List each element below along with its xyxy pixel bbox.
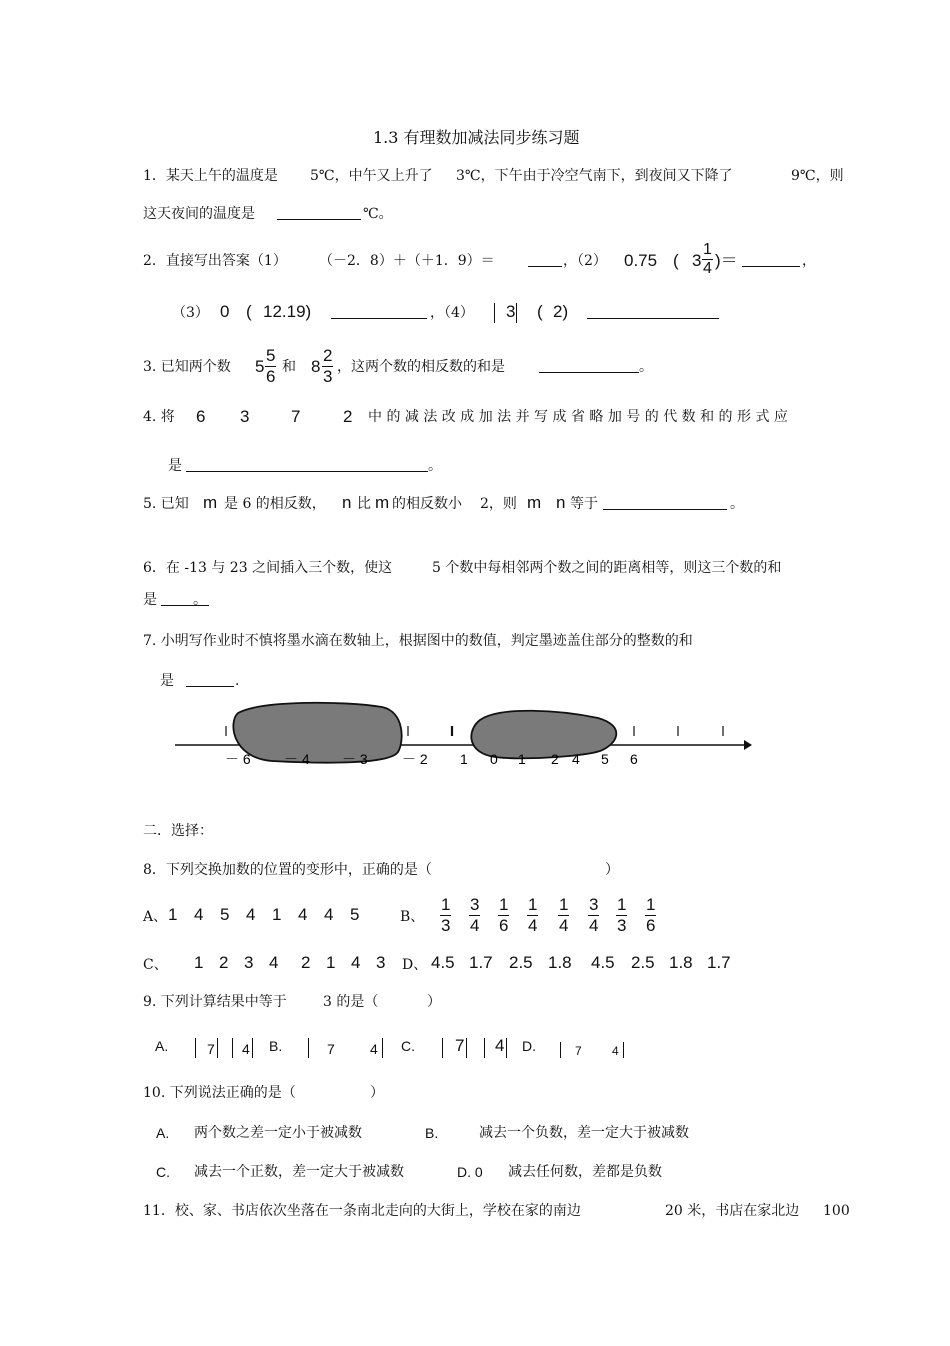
term: 1.8 <box>669 953 693 972</box>
q9-d-num-1: 7 <box>575 1044 582 1058</box>
fraction-numerator: 1 <box>528 895 538 914</box>
fraction-denominator: 3 <box>323 367 333 386</box>
q9-a-num-1: 7 <box>207 1041 215 1057</box>
q3-text-b: 和 <box>282 359 296 375</box>
q7-text-a: 7. 小明写作业时不慎将墨水滴在数轴上，根据图中的数值，判定墨迹盖住部分的整数的和 <box>143 633 693 649</box>
fraction-numerator: 3 <box>589 895 599 914</box>
q8-b-fraction <box>469 895 480 936</box>
q4-text-b: 中 的 减 法 改 成 加 法 并 写 成 省 略 加 号 的 代 数 和 的 形 式 应 <box>368 409 788 425</box>
q4-num-2: 2 <box>343 407 353 426</box>
q10-option-b-text[interactable]: 减去一个负数，差一定大于被减数 <box>479 1125 689 1141</box>
q8-b-fraction <box>440 895 451 936</box>
axis-label: 1 <box>518 751 526 767</box>
fraction-numerator: 5 <box>266 346 276 365</box>
q1-text-e: 这天夜间的温度是 <box>143 206 255 222</box>
term: 5 <box>220 905 230 924</box>
q4-text-d: 。 <box>428 458 442 474</box>
q4-text-a: 4. 将 <box>143 409 175 425</box>
q2-number-1219: 12.19) <box>263 302 312 321</box>
term: 2 <box>219 953 229 972</box>
fraction-denominator: 4 <box>703 260 712 277</box>
q1-text-c: 3℃，下午由于冷空气南下，到夜间又下降了 <box>456 168 733 184</box>
q2-number-2: 2) <box>553 302 569 321</box>
q9-text-b: 3 的是（ <box>323 994 379 1010</box>
q8-b-fraction <box>527 895 538 936</box>
axis-label: － 2 <box>402 751 428 767</box>
q11-text-a: 11．校、家、书店依次坐落在一条南北走向的大街上，学校在家的南边 <box>143 1203 581 1219</box>
q3-text-a: 3. 已知两个数 <box>143 359 231 375</box>
q2-number-3: 3 <box>506 302 516 321</box>
term: 1 <box>194 953 204 972</box>
q2-whole-3: 3 <box>692 251 702 270</box>
q2-paren-open: ( <box>673 251 679 270</box>
q8-b-fraction <box>588 895 599 936</box>
axis-label: － 6 <box>225 751 251 767</box>
q3-whole-2: 8 <box>311 357 321 376</box>
axis-label: 1 <box>460 751 468 767</box>
q9-option-a-label[interactable]: A. <box>155 1038 169 1054</box>
q9-option-d-label[interactable]: D. <box>522 1038 536 1054</box>
term: 1 <box>326 953 336 972</box>
q10-option-a-label[interactable]: A. <box>156 1125 170 1141</box>
q8-option-d-expression[interactable] <box>431 953 743 973</box>
q6-text-a: 6．在 -13 与 23 之间插入三个数，使这 <box>143 560 393 576</box>
q2-expression-1: （－2．8）＋（＋1．9）＝ <box>319 253 495 269</box>
number-line-arrow <box>744 740 752 750</box>
axis-label: 5 <box>601 751 609 767</box>
q2-text-a: 2．直接写出答案（1） <box>143 253 287 269</box>
q6-text-c: 是 <box>143 592 157 608</box>
q7-text-c: . <box>235 673 240 689</box>
q1-text-f: ℃。 <box>363 206 393 222</box>
q8-option-d-label[interactable]: D、 <box>402 957 428 973</box>
q5-var-n-2: n <box>556 493 566 512</box>
abs-bar <box>382 1038 383 1058</box>
fraction-denominator: 4 <box>470 916 480 935</box>
fraction-numerator: 1 <box>646 895 656 914</box>
q10-option-c-text[interactable]: 减去一个正数，差一定大于被减数 <box>194 1164 404 1180</box>
q2-text-m: ，（4） <box>430 305 474 321</box>
q9-option-b-label[interactable]: B. <box>269 1038 283 1054</box>
q6-text-b: 5 个数中每相邻两个数之间的距离相等，则这三个数的和 <box>432 560 782 576</box>
abs-bar <box>466 1038 467 1058</box>
axis-label: － 4 <box>284 751 310 767</box>
q1-text-d: 9℃，则 <box>791 168 844 184</box>
abs-bar <box>308 1038 309 1058</box>
q5-var-m-1: m <box>203 493 218 512</box>
fraction-numerator: 1 <box>703 241 712 258</box>
q10-option-d-label[interactable]: D. 0 <box>457 1164 483 1180</box>
q8-option-a-expression[interactable] <box>168 905 376 925</box>
term: 4 <box>269 953 279 972</box>
fraction-numerator: 1 <box>617 895 627 914</box>
term: 3 <box>244 953 254 972</box>
term: 4 <box>246 905 256 924</box>
q5-text-e: 2，则 <box>480 496 517 512</box>
fraction-numerator: 1 <box>441 895 451 914</box>
section-2-heading: 二．选择： <box>143 823 213 839</box>
q10-option-b-label[interactable]: B. <box>425 1125 439 1141</box>
term: 4 <box>298 905 308 924</box>
q8-option-a-label[interactable]: A、 <box>143 909 168 925</box>
q5-text-g: 。 <box>730 496 744 512</box>
q4-text-c: 是 <box>168 458 182 474</box>
q3-whole-1: 5 <box>255 357 265 376</box>
fraction-denominator: 6 <box>646 916 656 935</box>
q2-text-c: ，（2） <box>563 253 607 269</box>
q11-text-c: 100 <box>823 1203 850 1219</box>
q7-text-b: 是 <box>160 673 174 689</box>
term: 3 <box>376 953 386 972</box>
term: 4 <box>194 905 204 924</box>
term: 4.5 <box>591 953 615 972</box>
abs-bar <box>232 1038 233 1058</box>
term: 4.5 <box>431 953 455 972</box>
axis-label: － 3 <box>342 751 368 767</box>
term: 1 <box>168 905 178 924</box>
term: 1 <box>272 905 282 924</box>
axis-label: 2 <box>551 751 559 767</box>
fraction-numerator: 1 <box>499 895 509 914</box>
q3-text-e: 。 <box>639 359 653 375</box>
q9-b-num-2: 4 <box>370 1041 378 1057</box>
q5-var-m-2: m <box>375 493 390 512</box>
q3-text-c: ，这两个数的相反数的和是 <box>337 359 505 375</box>
q1-text-b: 5℃，中午又上升了 <box>310 168 433 184</box>
q9-text-c: ） <box>427 994 441 1010</box>
q9-c-num-2: 4 <box>495 1036 505 1055</box>
q8-b-fraction <box>498 895 509 936</box>
axis-label: 6 <box>630 751 638 767</box>
q8-b-fraction <box>558 895 569 936</box>
q4-num-7: 7 <box>291 407 301 426</box>
q10-option-c-label[interactable]: C. <box>156 1164 170 1180</box>
q9-text-a: 9. 下列计算结果中等于 <box>143 994 287 1010</box>
q9-b-num-1: 7 <box>327 1041 335 1057</box>
axis-label: 4 <box>572 751 580 767</box>
q2-number-075: 0.75 <box>624 251 658 270</box>
q9-a-num-2: 4 <box>242 1041 250 1057</box>
ink-blot-left <box>233 703 401 763</box>
q10-text-b: ） <box>370 1085 384 1101</box>
page-title: 1.3 有理数加减法同步练习题 <box>373 128 580 147</box>
q2-zero: 0 <box>220 302 230 321</box>
abs-bar <box>252 1038 253 1058</box>
term: 2.5 <box>509 953 533 972</box>
term: 2 <box>301 953 311 972</box>
q8-b-fraction <box>645 895 656 936</box>
abs-bar <box>217 1038 218 1058</box>
term: 1.7 <box>707 953 731 972</box>
fraction-denominator: 6 <box>266 367 276 386</box>
fraction-denominator: 6 <box>499 916 509 935</box>
q2-text-g: )＝ <box>715 251 738 270</box>
fraction-denominator: 4 <box>589 916 599 935</box>
q11-text-b: 20 米，书店在家北边 <box>665 1203 800 1219</box>
q2-paren-open-3: ( <box>537 302 543 321</box>
q5-text-c: 比 <box>357 496 371 512</box>
abs-bar <box>506 1038 507 1058</box>
q9-d-num-2: 4 <box>612 1044 619 1058</box>
fraction-denominator: 4 <box>528 916 538 935</box>
q1-text-a: 1．某天上午的温度是 <box>143 168 278 184</box>
fraction-denominator: 3 <box>441 916 451 935</box>
q2-paren-open-2: ( <box>246 302 252 321</box>
term: 5 <box>350 905 360 924</box>
q8-text-b: ） <box>605 862 619 878</box>
abs-bar <box>560 1042 561 1058</box>
fraction-numerator: 2 <box>323 346 333 365</box>
q9-c-num-1: 7 <box>455 1036 465 1055</box>
term: 1.8 <box>548 953 572 972</box>
q4-num-3: 3 <box>240 407 250 426</box>
q5-text-b: 是 6 的相反数， <box>224 496 326 512</box>
q2-text-i: （3） <box>172 305 209 321</box>
q9-option-c-label[interactable]: C. <box>401 1038 415 1054</box>
fraction-numerator: 3 <box>470 895 480 914</box>
term: 1.7 <box>469 953 493 972</box>
q6-text-d: 。 <box>193 592 207 608</box>
q5-text-d: 的相反数小 <box>392 496 462 512</box>
term: 2.5 <box>631 953 655 972</box>
q8-text-a: 8．下列交换加数的位置的变形中，正确的是（ <box>143 862 432 878</box>
q2-text-h: ， <box>802 253 816 269</box>
q8-option-c-expression[interactable] <box>194 953 401 973</box>
abs-bar <box>195 1038 196 1058</box>
q5-text-a: 5. 已知 <box>143 496 189 512</box>
fraction-denominator: 4 <box>559 916 569 935</box>
q10-text-a: 10. 下列说法正确的是（ <box>143 1085 296 1101</box>
q8-option-c-label[interactable]: C、 <box>143 957 168 973</box>
term: 4 <box>324 905 334 924</box>
abs-bar <box>442 1038 443 1058</box>
axis-label: 0 <box>490 751 498 767</box>
q5-var-m-3: m <box>527 493 542 512</box>
abs-bar <box>484 1038 485 1058</box>
term: 4 <box>351 953 361 972</box>
q10-option-a-text[interactable]: 两个数之差一定小于被减数 <box>194 1125 362 1141</box>
q8-option-b-label[interactable]: B、 <box>400 909 425 925</box>
fraction-denominator: 3 <box>617 916 627 935</box>
q5-text-f: 等于 <box>570 496 598 512</box>
abs-bar <box>623 1042 624 1058</box>
q5-var-n-1: n <box>342 493 352 512</box>
q10-option-d-text[interactable]: 减去任何数，差都是负数 <box>508 1164 662 1180</box>
q4-num-6: 6 <box>196 407 206 426</box>
fraction-numerator: 1 <box>559 895 569 914</box>
q8-b-fraction <box>616 895 627 936</box>
